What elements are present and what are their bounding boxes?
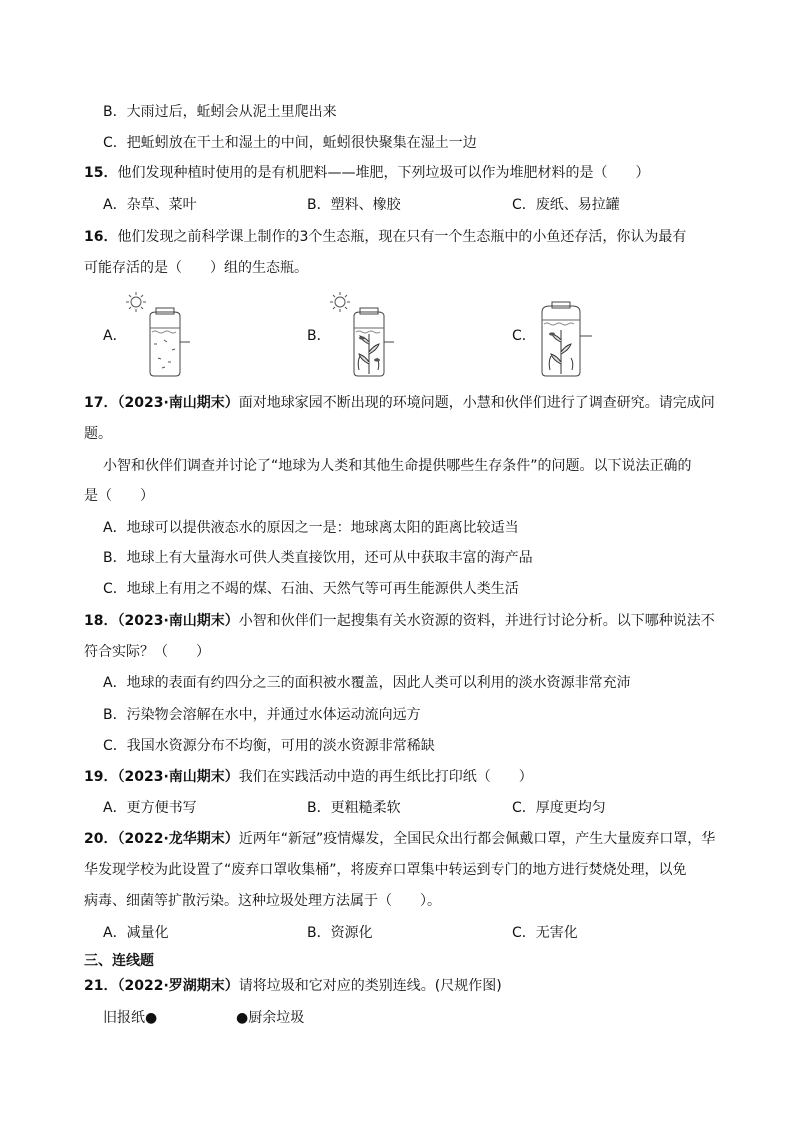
q20-stem-3: 病毒、细菌等扩散污染。这种垃圾处理方法属于（ ）。 [84,893,441,909]
q19-number: 19． [84,769,118,785]
q17-option-b: B．地球上有大量海水可供人类直接饮用，还可从中获取丰富的海产品 [103,550,533,566]
q16-label-b: B． [307,328,331,344]
q17-stem-1 [84,393,715,413]
q20-option-b: B．资源化 [307,925,373,941]
q17-option-a: A．地球可以提供液态水的原因之一是：地球离太阳的距离比较适当 [103,520,519,536]
ecobottle-b-image [326,290,406,380]
q17-stem-text-1: 面对地球家园不断出现的环境问题，小慧和伙伴们进行了调查研究。请完成问 [238,395,715,411]
q21-source: （2022·罗湖期末） [117,978,239,994]
q18-stem-1 [84,611,715,631]
q17-source: （2023·南山期末） [117,395,239,411]
ecobottle-a-image [122,290,202,380]
q20-stem-1 [84,829,715,849]
q18-stem-text-1: 小智和伙伴们一起搜集有关水资源的资料，并进行讨论分析。以下哪种说法不 [238,613,715,629]
q21-stem [84,976,502,996]
q15-number: 15． [84,165,118,181]
q15-option-b: B．塑料、橡胶 [307,197,401,213]
q17-sub-stem-1: 小智和伙伴们调查并讨论了“地球为人类和其他生命提供哪些生存条件”的问题。以下说法正确的 [103,458,692,474]
q14-option-c: C．把蚯蚓放在干土和湿土的中间，蚯蚓很快聚集在湿土一边 [103,135,477,151]
q15-option-c: C．废纸、易拉罐 [512,197,620,213]
q21-right-item: ●厨余垃圾 [236,1010,305,1026]
q18-option-a: A．地球的表面有约四分之三的面积被水覆盖，因此人类可以利用的淡水资源非常充沛 [103,675,631,691]
q20-option-a: A．减量化 [103,925,169,941]
q18-option-b: B．污染物会溶解在水中，并通过水体运动流向远方 [103,707,421,723]
q20-option-c: C．无害化 [512,925,578,941]
q21-stem-text: 请将垃圾和它对应的类别连线。(尺规作图) [238,978,502,994]
q16-stem-1 [84,227,686,247]
q18-option-c: C．我国水资源分布不均衡，可用的淡水资源非常稀缺 [103,738,435,754]
sun-icon [330,292,350,312]
q14-option-b: B．大雨过后，蚯蚓会从泥土里爬出来 [103,104,337,120]
q15-option-a: A．杂草、菜叶 [103,197,197,213]
q21-left-item: 旧报纸● [103,1010,158,1026]
q18-source: （2023·南山期末） [117,613,239,629]
q20-number: 20． [84,831,118,847]
q17-stem-2: 题。 [84,426,112,442]
q16-number: 16． [84,229,118,245]
q17-number: 17． [84,395,118,411]
q17-option-c: C．地球上有用之不竭的煤、石油、天然气等可再生能源供人类生活 [103,581,519,597]
q16-stem-text-1: 他们发现之前科学课上制作的3个生态瓶，现在只有一个生态瓶中的小鱼还存活，你认为最有 [117,229,687,245]
q15-stem-text: 他们发现种植时使用的是有机肥料——堆肥，下列垃圾可以作为堆肥材料的是（ ） [117,165,650,181]
q20-stem-2: 华发现学校为此设置了“废弃口罩收集桶”，将废弃口罩集中转运到专门的地方进行焚烧处理，以免 [84,862,687,878]
q19-option-c: C．厚度更均匀 [512,800,606,816]
sun-icon [126,292,146,312]
q16-label-c: C． [512,328,536,344]
q16-stem-2: 可能存活的是（ ）组的生态瓶。 [84,260,308,276]
section-title: 三、连线题 [84,953,154,969]
q19-stem-text: 我们在实践活动中造的再生纸比打印纸（ ） [238,769,533,785]
q18-stem-2: 符合实际？（ ） [84,644,210,660]
q19-option-b: B．更粗糙柔软 [307,800,401,816]
q17-sub-stem-2: 是（ ） [84,488,154,504]
q15-stem [84,163,649,183]
q18-number: 18． [84,613,118,629]
q20-source: （2022·龙华期末） [117,831,239,847]
q21-number: 21． [84,978,118,994]
q16-label-a: A． [103,328,127,344]
ecobottle-c-image [530,290,610,380]
q20-stem-text-1: 近两年“新冠”疫情爆发，全国民众出行都会佩戴口罩，产生大量废弃口罩，华 [238,831,716,847]
q19-source: （2023·南山期末） [117,769,239,785]
q19-stem [84,767,533,787]
q19-option-a: A．更方便书写 [103,800,197,816]
